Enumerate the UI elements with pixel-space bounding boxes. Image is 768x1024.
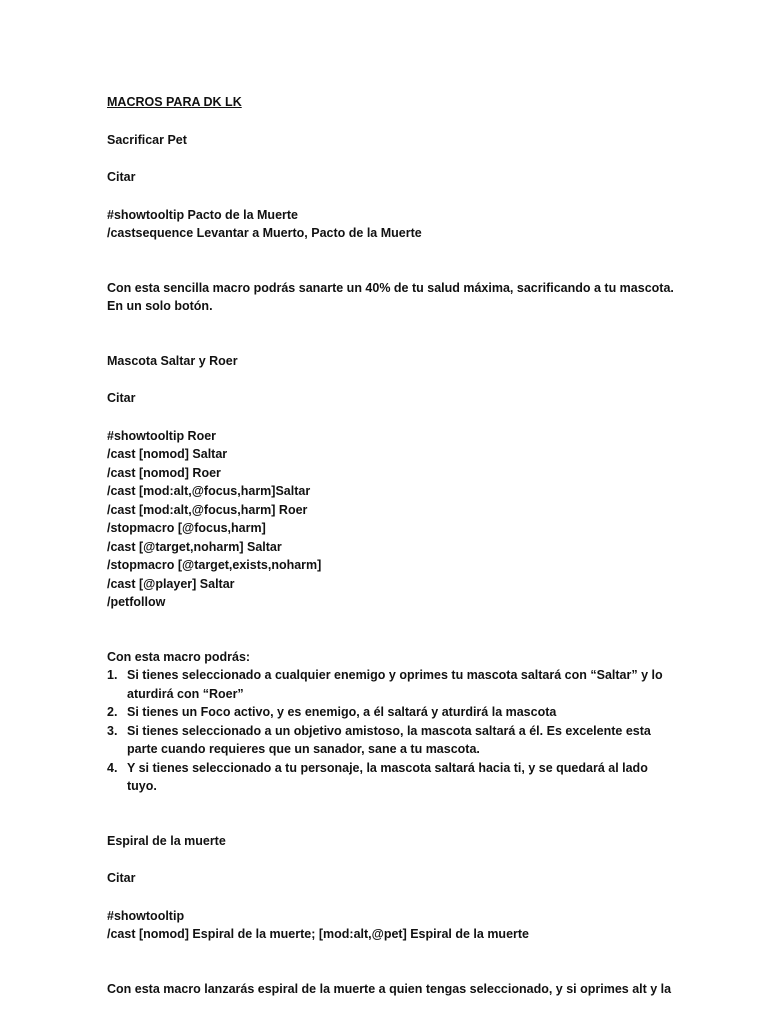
code-line: #showtooltip xyxy=(107,908,185,923)
list-number: 1. xyxy=(107,668,118,682)
cite-label: Citar xyxy=(107,170,136,184)
list-item xyxy=(107,666,667,703)
code-line: /cast [mod:alt,@focus,harm] Roer xyxy=(107,502,308,517)
section-heading: Sacrificar Pet xyxy=(107,132,187,147)
list-text: Si tienes un Foco activo, y es enemigo, a él saltará y aturdirá la mascota xyxy=(127,705,557,719)
code-line: /petfollow xyxy=(107,595,166,609)
document-title: MACROS PARA DK LK xyxy=(107,95,242,109)
code-line: /cast [nomod] Espiral de la muerte; [mod:alt,@pet] Espiral de la muerte xyxy=(107,927,529,941)
code-line: /cast [@target,noharm] Saltar xyxy=(107,539,282,554)
list-text: Si tienes seleccionado a un objetivo amistoso, la mascota saltará a él. Es excelente esta parte cuando requieres que un sanador, sane a tu mascota. xyxy=(127,723,651,756)
list-intro: Con esta macro podrás: xyxy=(107,649,251,664)
description-line: En un solo botón. xyxy=(107,299,213,313)
section-heading: Mascota Saltar y Roer xyxy=(107,353,238,368)
description-line: Con esta sencilla macro podrás sanarte un 40% de tu salud máxima, sacrificando a tu mascota. xyxy=(107,280,674,295)
list-text: Y si tienes seleccionado a tu personaje, la mascota saltará hacia ti, y se quedará al lado tuyo. xyxy=(127,760,648,793)
code-line: /cast [nomod] Saltar xyxy=(107,447,228,461)
list-item xyxy=(107,703,667,722)
code-line: #showtooltip Pacto de la Muerte xyxy=(107,207,298,222)
document-body xyxy=(107,93,674,998)
list-number: 2. xyxy=(107,705,118,719)
cite-label: Citar xyxy=(107,871,136,885)
code-line: /stopmacro [@target,exists,noharm] xyxy=(107,558,322,572)
description-line: Con esta macro lanzarás espiral de la muerte a quien tengas seleccionado, y si oprimes alt y la xyxy=(107,981,672,996)
code-line: #showtooltip Roer xyxy=(107,428,217,443)
code-line: /cast [nomod] Roer xyxy=(107,465,221,480)
list-number: 3. xyxy=(107,723,118,738)
list-number: 4. xyxy=(107,760,118,775)
list-item xyxy=(107,759,667,796)
code-line: /stopmacro [@focus,harm] xyxy=(107,521,266,535)
code-line: /cast [mod:alt,@focus,harm]Saltar xyxy=(107,484,311,498)
cite-label: Citar xyxy=(107,391,136,405)
section-heading: Espiral de la muerte xyxy=(107,833,226,848)
code-line: /castsequence Levantar a Muerto, Pacto de la Muerte xyxy=(107,226,422,240)
code-line: /cast [@player] Saltar xyxy=(107,576,235,591)
list-text: Si tienes seleccionado a cualquier enemigo y oprimes tu mascota saltará con “Saltar” y lo aturdirá con “Roer” xyxy=(127,668,663,701)
list-item xyxy=(107,722,667,759)
